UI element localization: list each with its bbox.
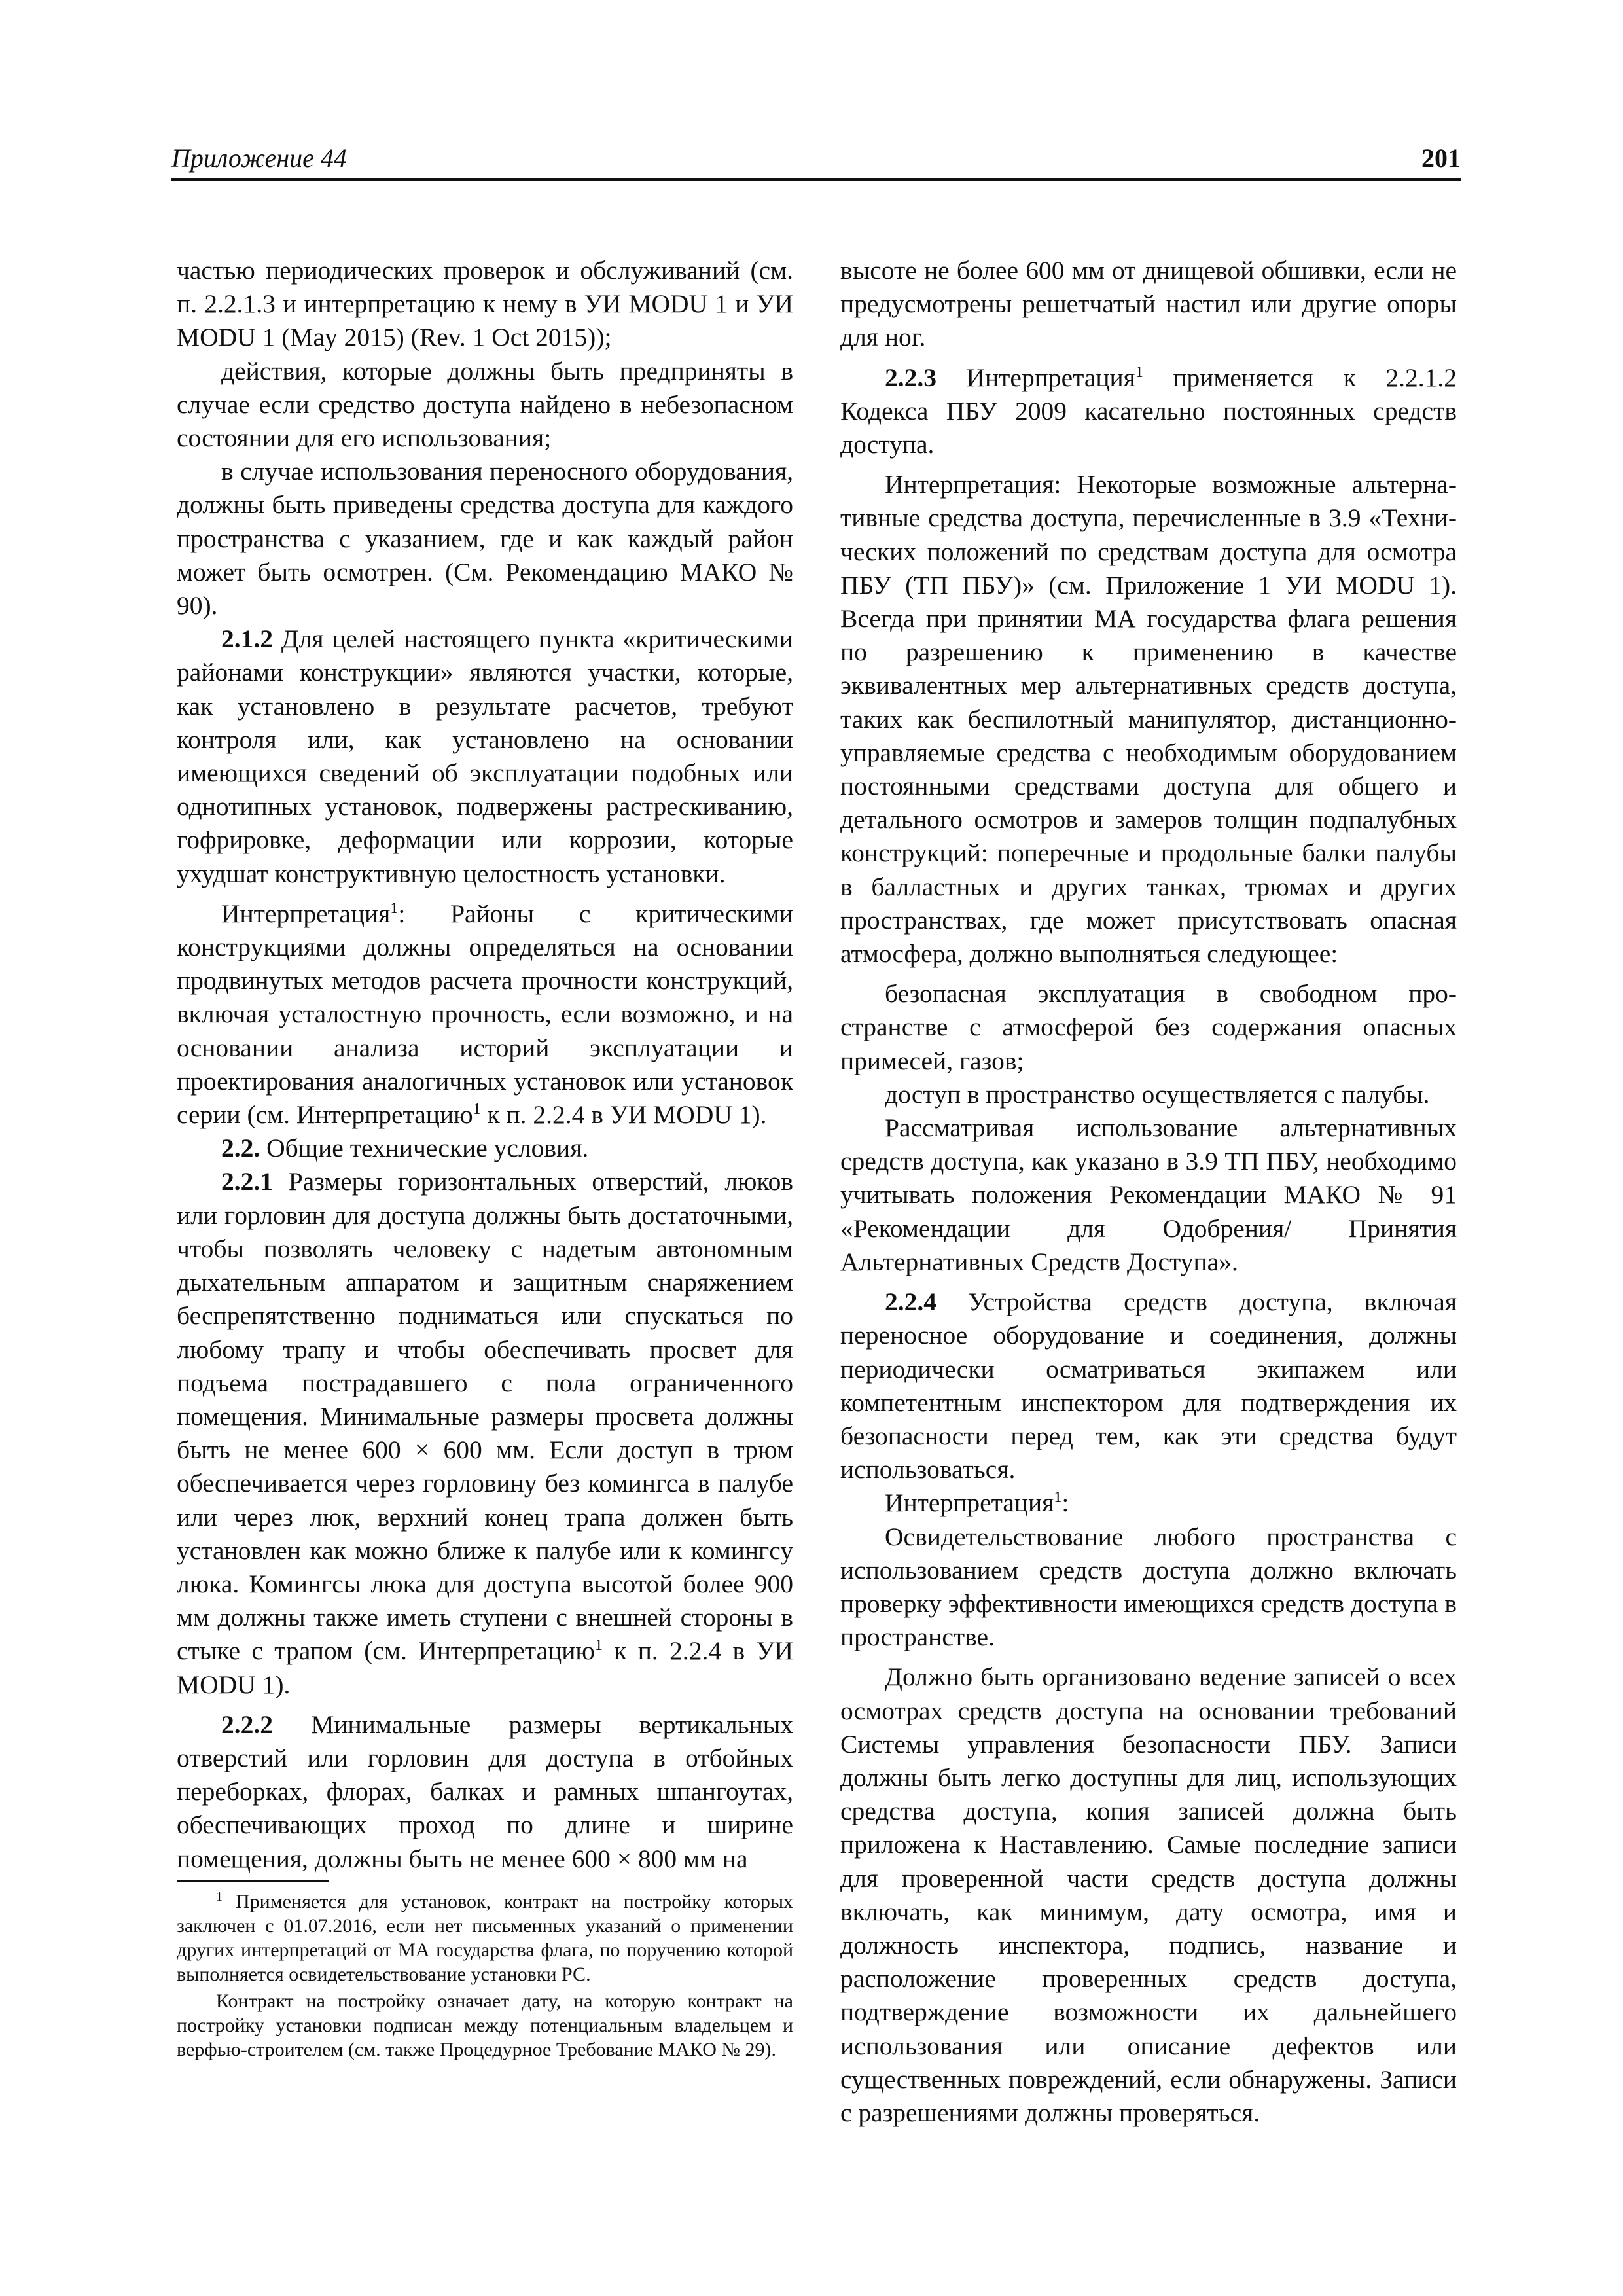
footnote-divider <box>177 1880 329 1882</box>
section-number: 2.2.1 <box>221 1167 273 1196</box>
paragraph-2-2-1: 2.2.1 Размеры горизонтальных отверстий, люков или горловин для доступа должны быть достаточными, чтобы позволять человеку с надетым автономным дыхательным аппаратом и защитным снаряжением беспрепятственно подниматься или спускаться по любому трапу и чтобы обеспечивать просвет для подъема пострадавшего с пола ограниченного помещения. Минимальные размеры просвета должны быть не менее 600 × 600 мм. Если доступ в трюм обеспечивается через горловину без комингса в палубе или через люк, верхний конец трапа должен быть установлен как можно ближе к палубе или к комингсу люка. Комингсы люка для доступа высотой более 900 мм должны также иметь ступени с внешней стороны в стыке с трапом (см. Интерпретацию$^1$ к п. 2.2.4 в УИ MODU 1). <box>177 1167 793 1699</box>
paragraph: высоте не более 600 мм от днищевой обшивки, если не предусмотрены решетчатый настил или другие опоры для ног. <box>840 256 1457 352</box>
paragraph-2-2-4: 2.2.4 Устройства средств доступа, включая переносное оборудование и соединения, должны периодически осматриваться экипажем или компетентным инспектором для подтверждения их безопасности перед тем, как эти средства будут использоваться. <box>840 1287 1457 1484</box>
section-number: 2.1.2 <box>221 624 273 654</box>
paragraph: безопасная эксплуатация в свободном пространстве с атмосферой без содержания опасных примесей, газов; <box>840 979 1457 1075</box>
paragraph-2-1-2: 2.1.2 Для целей настоящего пункта «критическими районами конструкции» являются участки, которые, как установлено в результате расчетов, требуют контроля или, как установлено на основании имеющихся сведений об эксплуатации подобных или однотипных установок, подвержены растрескиванию, гофрировке, деформации или коррозии, которые ухудшат конструктивную целостность установки. <box>177 624 793 888</box>
paragraph: Должно быть организовано ведение записей о всех осмотрах средств доступа на основании требований Системы управления безопасности ПБУ. Записи должны быть легко доступны для лиц, использующих средства доступа, копия записей должна быть приложена к Наставлению. Самые последние записи для проверенной части средств доступа должны включать, как минимум, дату осмотра, имя и должность инспектора, подпись, название и расположение проверенных средств доступа, подтверждение возможности их дальнейшего использования или описание дефектов или существенных повреждений, если обнаружены. Записи с разрешениями должны проверяться. <box>840 1662 1457 2127</box>
paragraph-interpretation-lead: Интерпретация$^1$: <box>885 1488 1069 1518</box>
paragraph: Рассматривая использование альтернативных средств доступа, как указано в 3.9 ТП ПБУ, необходимо учитывать положения Рекомендации МАКО № 91 «Рекомендации для Одобрения/ Принятия Альтернативных Средств Доступа». <box>840 1113 1457 1276</box>
footnote-1: $^1$ Применяется для установок, контракт на постройку которых заключен с 01.07.2016, если нет письменных указаний о применении других интерпретаций от МА государства флага, по поручению которой выполняется освидетельствование установки РС. <box>177 1890 793 1985</box>
paragraph: в случае использования переносного оборудования, должны быть приведены средства доступа для каждого пространства с указанием, где и как каждый район может быть осмотрен. (См. Рекомендацию МАКО № 90). <box>177 457 793 620</box>
footnotes <box>177 1880 793 2062</box>
paragraph-2-2-2: 2.2.2 Минимальные размеры вертикальных отверстий или горловин для доступа в отбойных переборках, флорах, балках и рамных шпангоутах, обеспечивающих проход по длине и ширине помещения, должны быть не менее 600 × 800 мм на <box>177 1710 793 1873</box>
paragraph: частью периодических проверок и обслуживаний (см. п. 2.2.1.3 и интерпретацию к нему в УИ MODU 1 и УИ MODU 1 (May 2015) (Rev. 1 Oct 2015)); <box>177 256 793 352</box>
paragraph: доступ в пространство осуществляется с палубы. <box>885 1079 1430 1109</box>
section-number: 2.2. <box>221 1134 260 1163</box>
paragraph: действия, которые должны быть предприняты в случае если средство доступа найдено в небезопасном состоянии для его использования; <box>177 356 793 453</box>
paragraph-2-2-3: 2.2.3 Интерпретация$^1$ применяется к 2.2.1.2 Кодекса ПБУ 2009 касательно постоянных средств доступа. <box>840 363 1457 459</box>
paragraph-interpretation: Интерпретация: Некоторые возможные альтернативные средства доступа, перечисленные в 3.9 «Технических положений по средствам доступа для осмотра ПБУ (ТП ПБУ)» (см. Приложение 1 УИ MODU 1). Всегда при принятии МА государства флага решения по разрешению к применению в качестве эквивалентных мер альтернативных средств доступа, таких как беспилотный манипулятор, дистанционно-управляемые средства с необходимым оборудованием постоянными средствами доступа для общего и детального осмотров и замеров толщин подпалубных конструкций: поперечные и продольные балки палубы в балластных и других танках, трюмах и других пространствах, где может присутствовать опасная атмосфера, должно выполняться следующее: <box>840 470 1457 969</box>
paragraph-interpretation: Интерпретация$^1$: Районы с критическими конструкциями должны определяться на основании продвинутых методов расчета прочности конструкций, включая усталостную прочность, если возможно, и на основании анализа историй эксплуатации и проектирования аналогичных установок или установок серии (см. Интерпретацию$^1$ к п. 2.2.4 в УИ MODU 1). <box>177 899 793 1130</box>
header-title: Приложение 44 <box>171 143 347 173</box>
paragraph-2-2: 2.2. Общие технические условия. <box>221 1134 589 1163</box>
section-number: 2.2.3 <box>885 363 936 392</box>
paragraph: Освидетельствование любого пространства с использованием средств доступа должно включать проверку эффективности имеющихся средств доступа в пространстве. <box>840 1522 1457 1652</box>
left-column <box>177 254 793 1876</box>
running-header <box>171 139 1461 181</box>
section-number: 2.2.4 <box>885 1287 936 1317</box>
section-number: 2.2.2 <box>221 1710 273 1739</box>
page-number: 201 <box>1421 143 1461 173</box>
footnote-1-continuation: Контракт на постройку означает дату, на которую контракт на постройку установки подписан между потенциальным владельцем и верфью-строителем (см. также Процедурное Требование МАКО № 29). <box>177 1990 793 2060</box>
right-column <box>840 254 1457 2130</box>
